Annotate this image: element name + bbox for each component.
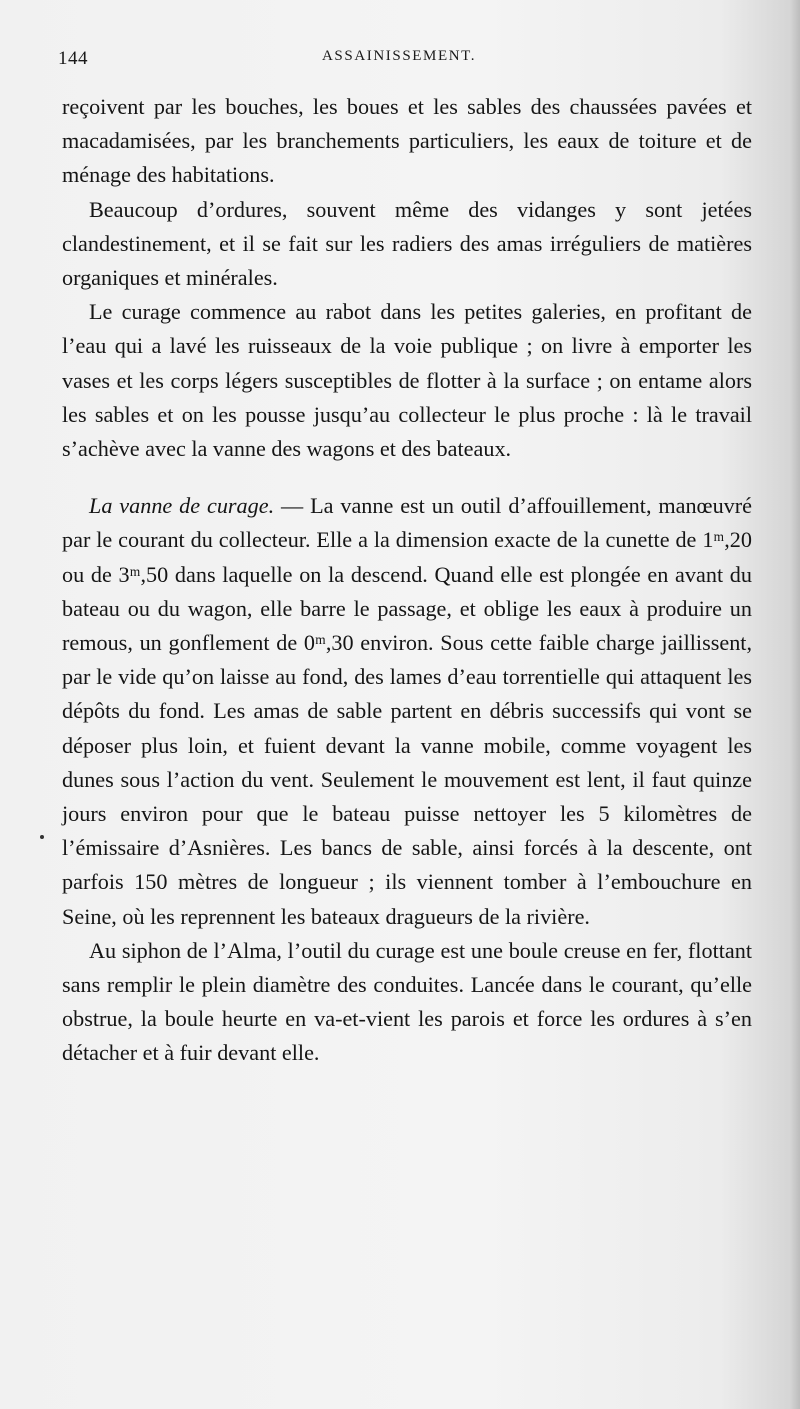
section-title: La vanne de curage. [89,493,275,519]
paragraph-siphon: Au siphon de l’Alma, l’outil du curage est une boule creuse en fer, flottant sans remplir le plein diamètre des conduites. Lancée dans le courant, qu’elle obstrue, la boule heurte en va-et-vient les parois et force les ordures à s’en détacher et à fuir devant elle. [62,937,752,1066]
paragraph-curage: Le curage commence au rabot dans les petites galeries, en profitant de l’eau qui a lavé les ruisseaux de la voie publique ; on livre à emporter les vases et les corps légers susceptibles de flotter à la surface ; on entame alors les sables et on les pousse jusqu’au collecteur le plus proche : là le travail s’achève avec la vanne des wagons et des bateaux. [62,299,752,462]
section-paragraph-text: La vanne est un outil d’affouillement, manœuvré par le courant du collecteur. Elle a la dimension exacte de la cunette de 1ᵐ,20 ou de 3ᵐ,50 dans laquelle on la descend. Quand elle est plongée en avant du bateau ou du wagon, elle barre le passage, et oblige les eaux à produire un remous, un gonflement de 0ᵐ,30 environ. Sous cette faible charge jaillissent, par le vide qu’on laisse au fond, des lames d’eau torrentielle qui attaquent les dépôts du fond. Les amas de sable partent en débris successifs qui vont se déposer plus loin, et fuient devant la vanne mobile, comme voyagent les dunes sous l’action du vent. Seulement le mouvement est lent, il faut quinze jours environ pour que le bateau puisse nettoyer les 5 kilomètres de l’émissaire d’Asnières. Les bancs de sable, ainsi forcés à la descente, ont parfois 150 mètres de longueur ; ils viennent tomber à l’embouchure en Seine, où les reprennent les bateaux dragueurs de la rivière. [62,493,753,929]
margin-mark [40,835,44,839]
page-header [58,46,748,74]
running-title: ASSAINISSEMENT. [322,48,477,64]
paragraph-continuation: reçoivent par les bouches, les boues et les sables des chaussées pavées et macadamisées, par les branchements particuliers, les eaux de toiture et de ménage des habitations. [62,94,752,188]
paragraph-ordures: Beaucoup d’ordures, souvent même des vidanges y sont jetées clandestinement, et il se fait sur les radiers des amas irréguliers de matières organiques et minérales. [62,196,752,291]
paragraph-vanne [62,489,752,934]
page-number: 144 [58,48,88,69]
body-text [62,90,752,1071]
page-edge-shadow [790,0,800,1409]
section-separator: — [274,493,311,519]
